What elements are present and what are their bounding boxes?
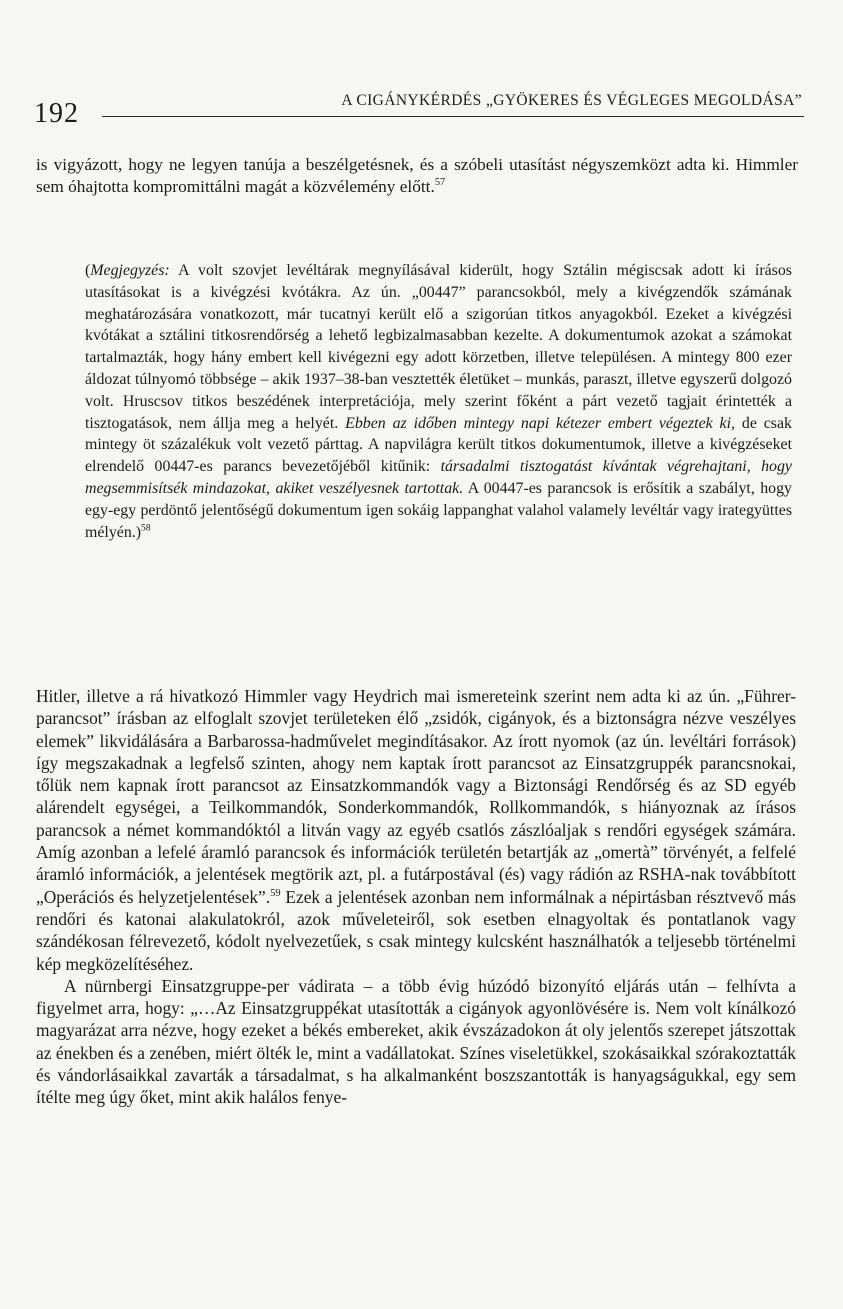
note-text: de csak mintegy öt százalékuk volt vezető párttag. A napvilágra került titkos dokumentumok, illetve a kivégzéseket elrendelő 00447-es parancs bevezetőjéből kitűnik: <box>85 414 792 476</box>
footnote-ref: 59 <box>270 887 281 899</box>
footnote-ref: 57 <box>434 177 446 189</box>
paragraph-text: is vigyázott, hogy ne legyen tanúja a beszélgetésnek, és a szóbeli utasítást négyszemközt adta ki. Himmler sem óhajtotta kompromittálni magát a közvélemény előtt. <box>36 155 798 196</box>
header-rule <box>102 116 804 117</box>
paragraph-text: Hitler, illetve a rá hivatkozó Himmler vagy Heydrich mai ismereteink szerint nem adta ki az ún. „Führer-parancsot” írásban az elfoglalt szovjet területeken élő „zsidók, cigányok, és a biztonságra nézve veszélyes elemek” likvidálására a Barbarossa-hadművelet megindításakor. Az írott nyomok (az ún. levéltári források) így megszakadnak a legfelső szinten, ahogy nem kaptak írott parancsot az Einsatzgruppék parancsnokai, tőlük nem kapnak írott parancsot az Einsatzkommandók vagy a Biztonsági Rendőrség és az SD egyéb alárendelt egységei, a Teilkommandók, Sonderkommandók, Rollkommandók, s hiányoznak az írásos parancsok a német kommandóktól a litván vagy az egyéb csatlós zászlóaljak s rendőri egységek számára. Amíg azonban a lefelé áramló parancsok és információk területén betartják az „omertà” törvényét, a felfelé áramló információk, a jelentések megtörik azt, pl. a futárpostával (és) vagy rádión az RSHA-nak továbbított „Operációs és helyzetjelentésekˮ. <box>36 686 796 907</box>
note-text: A volt szovjet levéltárak megnyílásával kiderült, hogy Sztálin mégiscsak adott ki írásos utasításokat is a kivégzési kvótákra. Az ún. „00447” parancsokból, mely a kivégzendők számának meghatározására vonatkozott, már tucatnyi került elő a szigorúan titkos anyagokból. Ezeket a kivégzési kvótákat a sztálini titkosrendőrség a lehető legbizalmasabban kezelte. A dokumentumok azokat a számokat tartalmazták, hogy hány embert kell kivégezni egy adott körzetben, illetve településen. A mintegy 800 ezer áldozat túlnyomó többsége – akik 1937–38-ban vesztették életüket – munkás, paraszt, illetve egyszerű dolgozó volt. Hruscsov titkos beszédének interpretációja, mely szerint főként a párt vezető tagjait érintették a tisztogatások, nem állja meg a helyét. <box>85 262 792 432</box>
note-text: A 00447-es parancsok is erősítik a szabályt, hogy egy-egy perdöntő jelentőségű dokumentum igen sokáig lappanghat valahol valamely levéltár vagy irategyüttes mélyén.) <box>85 479 792 541</box>
note-emphasis: társadalmi tisztogatást kívántak végrehajtani, hogy megsemmisítsék mindazokat, akiket veszélyesnek tartottak. <box>85 458 792 497</box>
page-number: 192 <box>34 98 79 129</box>
note-emphasis: Ebben az időben mintegy napi kétezer embert végeztek ki, <box>345 414 735 432</box>
running-title: A CIGÁNYKÉRDÉS „GYÖKERES ÉS VÉGLEGES MEGOLDÁSA” <box>341 92 802 109</box>
body-paragraph <box>36 685 796 975</box>
footnote-ref: 58 <box>141 522 151 534</box>
note-open-paren: ( <box>85 262 91 279</box>
main-text <box>36 685 796 1109</box>
body-paragraph <box>36 975 796 1109</box>
opening-paragraph <box>36 154 798 198</box>
paragraph-text: A nürnbergi Einsatzgruppe-per vádirata – a több évig húzódó bizonyító eljárás után – felhívta a figyelmet arra, hogy: „…Az Einsatzgruppékat utasították a cigányok agyonlövésére is. Nem volt kínálkozó magyarázat arra nézve, hogy ezeket a békés embereket, akik évszázadokon át oly jelentős szerepet játszottak az énekben és a zenében, miért ölték le, mint a vadállatokat. Színes viseletükkel, szokásaikkal szórakoztatták és vándorlásaikkal zavarták a társadalmat, s ha alkalmanként boszszantották is hanyagságukkal, egy sem ítélte meg úgy őket, mint akik halálos fenye- <box>36 975 796 1108</box>
note-paragraph <box>85 260 792 543</box>
paragraph-text: Ezek a jelentések azonban nem informálnak a népirtásban résztvevő más rendőri és katonai alakulatokról, azok műveleteiről, sok esetben elnagyoltak és pontatlanok vagy szándékosan félrevezető, kódolt nyelvezetűek, s csak mintegy kulcsként használhatók a teljesebb történelmi kép megközelítéséhez. <box>36 886 796 974</box>
page-header <box>34 92 804 132</box>
note-label: Megjegyzés: <box>90 262 170 279</box>
